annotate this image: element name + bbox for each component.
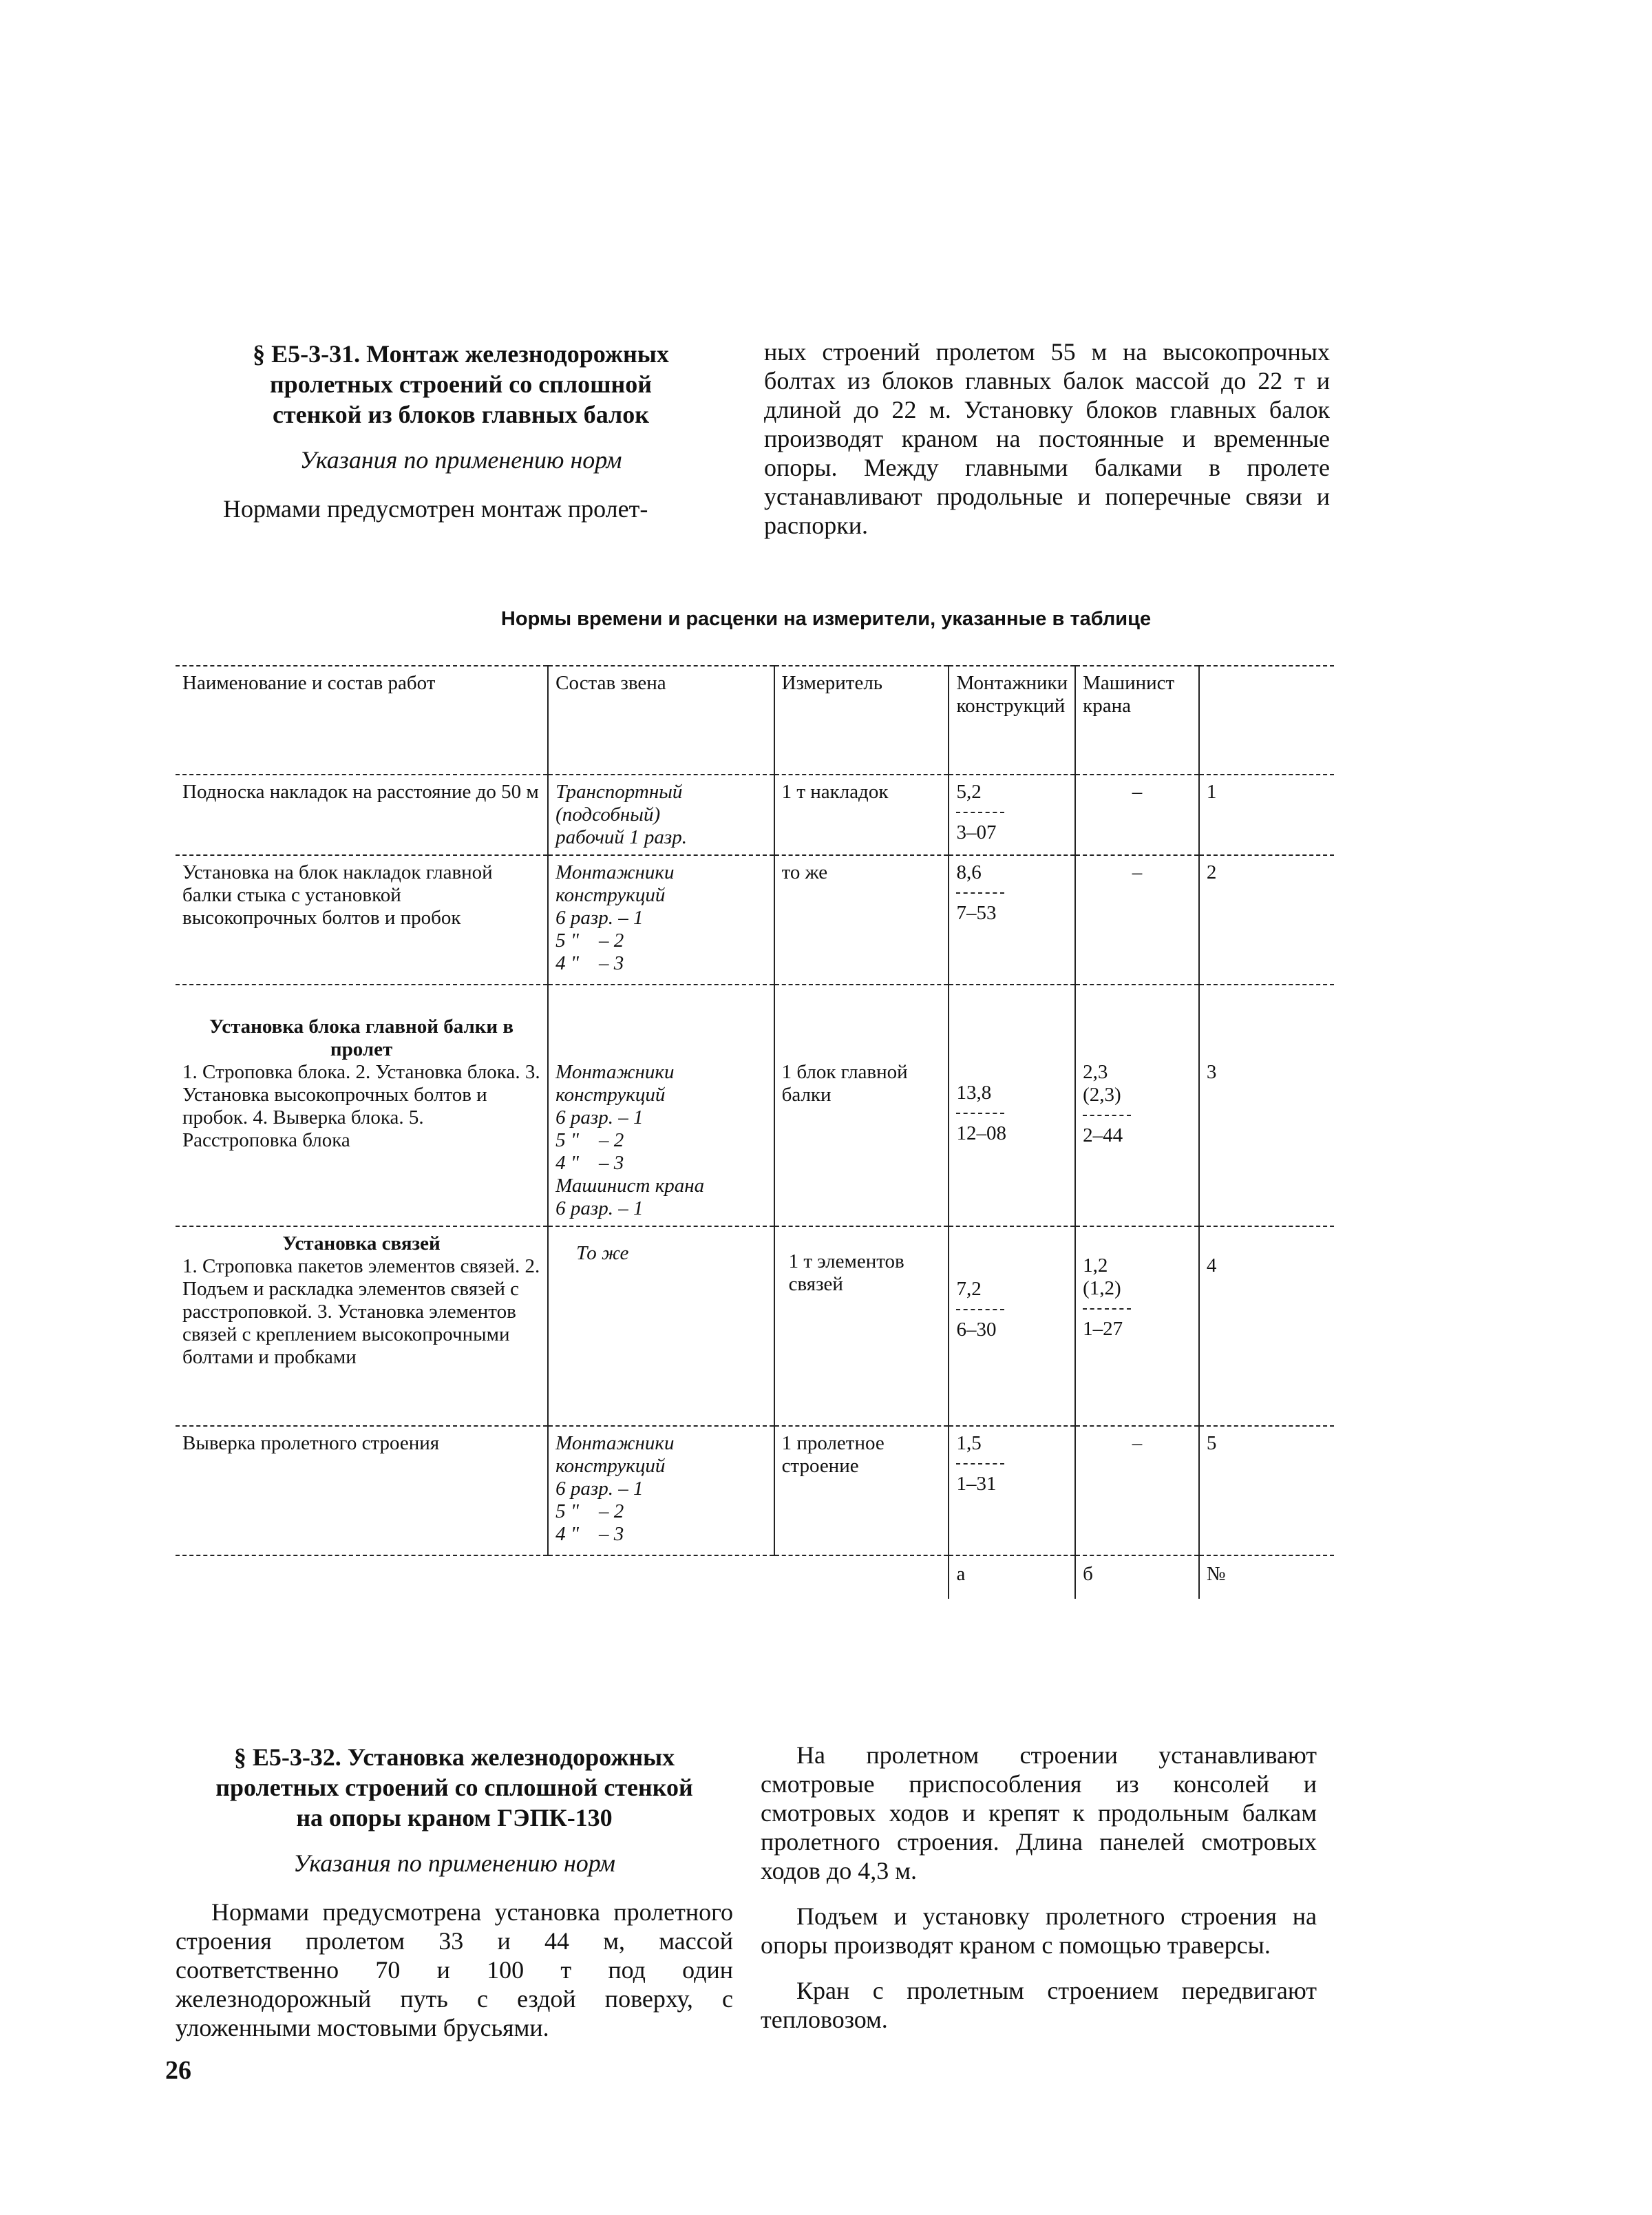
header-unit: Измеритель [774, 666, 949, 775]
unit: 1 пролетное строение [774, 1426, 949, 1555]
section2-paragraph-left: Нормами предусмотрена установка пролетного строения пролетом 33 и 44 м, массой соответственно 70 и 100 т под один железнодорожный путь с ездой поверху, с уложенными мостовыми брусьями. [176, 1898, 733, 2041]
crane-norm: – [1075, 1426, 1199, 1555]
header-blank [1199, 666, 1334, 775]
unit: 1 блок главной балки [774, 985, 949, 1226]
table-footer-row [176, 1555, 1334, 1599]
footer-col-b: б [1075, 1555, 1199, 1599]
header-fitters: Монтажники конструкций [949, 666, 1075, 775]
section2-paragraph-right-2: Подъем и установку пролетного строения на опоры производят краном с помощью траверсы. [761, 1902, 1317, 1959]
section2-heading [176, 1742, 733, 1833]
work-title: Установка связей [282, 1232, 441, 1255]
work-name [176, 985, 548, 1226]
crane-norm: – [1075, 855, 1199, 985]
section1-heading [187, 339, 734, 430]
table-header-row [176, 666, 1334, 775]
section2-left [176, 1742, 733, 2042]
crew [548, 1226, 774, 1426]
unit: 1 т элементов связей [774, 1226, 949, 1426]
heading-line: пролетных строений со сплошной стенкой [215, 1774, 693, 1801]
unit: то же [774, 855, 949, 985]
crew-line: Монтажники конструкций [555, 1061, 675, 1106]
norm-alt-value: (2,3) [1083, 1084, 1121, 1106]
fitters-norm [949, 1426, 1075, 1555]
price-value: 3–07 [956, 821, 997, 843]
section2-right [761, 1741, 1317, 2034]
footer-blank [548, 1555, 774, 1599]
crew-line: рабочий 1 разр. [555, 826, 687, 848]
section2-subheading: Указания по применению норм [293, 1849, 615, 1877]
table-row [176, 985, 1334, 1226]
table-row [176, 775, 1334, 855]
fitters-norm [949, 855, 1075, 985]
work-name [176, 1226, 548, 1426]
norm-value: 1,2 [1083, 1255, 1108, 1277]
crew-line: 6 разр. – 1 [555, 907, 644, 929]
crew-line: 4 " – 3 [555, 1523, 624, 1545]
crew-line: Монтажники конструкций [555, 861, 675, 906]
footer-blank [774, 1555, 949, 1599]
norm-value: 2,3 [1083, 1061, 1108, 1083]
crew [548, 775, 774, 855]
work-steps: 1. Строповка пакетов элементов связей. 2. Подъем и раскладка элементов связей с расстроповкой. 3. Установка элементов связей с креплением высокопрочными болтами и пробками [182, 1255, 540, 1368]
footer-blank [176, 1555, 548, 1599]
section1-paragraph-right: ных строений пролетом 55 м на высокопрочных болтах из блоков главных балок массой до 22 т и длиной до 22 м. Установку блоков главных балок производят краном на постоянные и временные опоры. Между главными балками в пролете устанавливают продольные и поперечные связи и распорки. [764, 338, 1330, 539]
work-name: Выверка пролетного строения [176, 1426, 548, 1555]
crew [548, 1426, 774, 1555]
row-number: 2 [1199, 855, 1334, 985]
price-value: 7–53 [956, 902, 997, 924]
price-value: 12–08 [956, 1122, 1006, 1144]
heading-line: § Е5-3-32. Установка железнодорожных [233, 1743, 675, 1771]
norm-value: 1,5 [956, 1432, 982, 1454]
row-number: 1 [1199, 775, 1334, 855]
crew-line: 4 " – 3 [555, 952, 624, 974]
crane-norm: – [1075, 775, 1199, 855]
header-crew: Состав звена [548, 666, 774, 775]
price-value: 1–27 [1083, 1318, 1123, 1340]
crew-line: Транспортный [555, 781, 683, 803]
work-name: Установка на блок накладок главной балки стыка с установкой высокопрочных болтов и пробок [176, 855, 548, 985]
price-value: 6–30 [956, 1319, 997, 1341]
section1-left [187, 339, 734, 523]
crew-line: 4 " – 3 [555, 1152, 624, 1174]
header-crane-operator: Машинист крана [1075, 666, 1199, 775]
section2-paragraph-right-3: Кран с пролетным строением передвигают тепловозом. [761, 1977, 1317, 2033]
row-number: 3 [1199, 985, 1334, 1226]
heading-line: на опоры краном ГЭПК-130 [296, 1804, 613, 1831]
header-work: Наименование и состав работ [176, 666, 548, 775]
price-value: 1–31 [956, 1473, 997, 1495]
table-row [176, 1226, 1334, 1426]
crew-line: 5 " – 2 [555, 930, 624, 952]
crew-line: Машинист крана [555, 1175, 705, 1197]
crew-line: 5 " – 2 [555, 1129, 624, 1151]
section1-paragraph-left: Нормами предусмотрен монтаж пролет- [223, 495, 648, 523]
fitters-norm [949, 775, 1075, 855]
work-steps: 1. Строповка блока. 2. Установка блока. 3. Установка высокопрочных болтов и пробок. 4. Выверка блока. 5. Расстроповка блока [182, 1061, 540, 1151]
crew-line: 6 разр. – 1 [555, 1106, 644, 1129]
crane-norm [1075, 985, 1199, 1226]
work-name: Подноска накладок на расстояние до 50 м [176, 775, 548, 855]
row-number: 4 [1199, 1226, 1334, 1426]
crew [548, 855, 774, 985]
heading-line: стенкой из блоков главных балок [273, 401, 649, 428]
crew-line: Монтажники конструкций [555, 1432, 675, 1477]
footer-col-a: а [949, 1555, 1075, 1599]
section2-paragraph-right-1: На пролетном строении устанавливают смотровые приспособления из консолей и смотровых ходов и крепят к продольным балкам пролетного строения. Длина панелей смотровых ходов до 4,3 м. [761, 1741, 1317, 1885]
norm-value: 13,8 [956, 1082, 992, 1104]
norms-table [176, 665, 1334, 1599]
section1-subheading: Указания по применению норм [299, 446, 622, 474]
norm-alt-value: (1,2) [1083, 1277, 1121, 1299]
unit: 1 т накладок [774, 775, 949, 855]
fitters-norm [949, 1226, 1075, 1426]
footer-col-no: № [1206, 1563, 1226, 1585]
price-value: 2–44 [1083, 1124, 1123, 1146]
heading-line: пролетных строений со сплошной [269, 370, 653, 398]
crane-norm [1075, 1226, 1199, 1426]
page-number: 26 [165, 2056, 191, 2085]
table-row [176, 855, 1334, 985]
work-title: Установка блока главной балки в пролет [209, 1016, 514, 1060]
row-number: 5 [1199, 1426, 1334, 1555]
fitters-norm [949, 985, 1075, 1226]
crew-line: 6 разр. – 1 [555, 1197, 644, 1219]
norm-value: 5,2 [956, 781, 982, 803]
crew-line: То же [576, 1242, 629, 1264]
crew-line: 5 " – 2 [555, 1500, 624, 1522]
table-row [176, 1426, 1334, 1555]
crew-line: (подсобный) [555, 804, 661, 826]
norm-value: 7,2 [956, 1278, 982, 1300]
norm-value: 8,6 [956, 861, 982, 883]
heading-line: § Е5-3-31. Монтаж железнодорожных [253, 340, 669, 368]
table-caption: Нормы времени и расценки на измерители, указанные в таблице [500, 608, 1152, 630]
crew [548, 985, 774, 1226]
crew-line: 6 разр. – 1 [555, 1478, 644, 1500]
